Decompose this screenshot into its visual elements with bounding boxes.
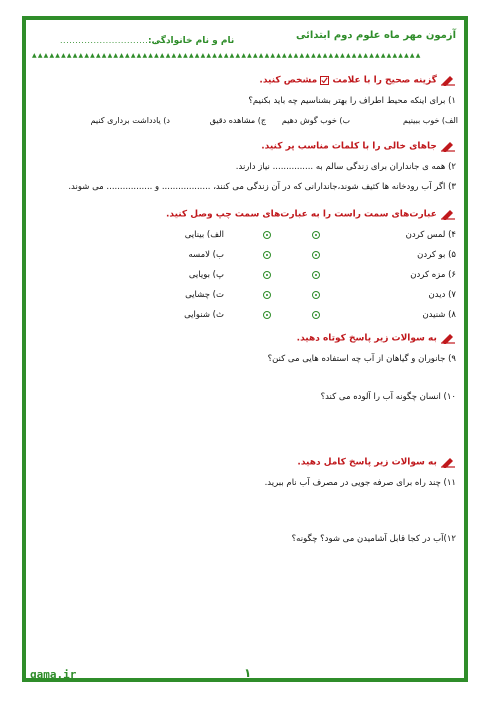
pen-icon <box>440 74 456 86</box>
section2-title <box>261 140 456 152</box>
match-dot-right[interactable] <box>312 291 320 299</box>
question-2: ۲) همه ی جانداران برای زندگی سالم به ............... نیاز دارند. <box>235 162 456 172</box>
name-blank: .................................... <box>60 36 170 45</box>
match-right-1: ۴) لمس کردن <box>405 230 456 240</box>
question-9: ۹) جانوران و گیاهان از آب چه استفاده هایی می کنن؟ <box>267 354 456 364</box>
page-number: ۱ <box>244 666 252 680</box>
question-10: ۱۰) انسان چگونه آب را آلوده می کند؟ <box>320 392 456 402</box>
match-dot-left[interactable] <box>263 231 271 239</box>
match-dot-left[interactable] <box>263 271 271 279</box>
question-3: ۳) اگر آب رودخانه ها کثیف شوند،جاندارانی که در آن زندگی می کنند، .................. و ................. می شوند. <box>68 182 456 192</box>
pen-icon <box>440 456 456 468</box>
match-left-2: ب) لامسه <box>188 250 224 260</box>
question-12: ۱۲)آب در کجا قابل آشامیدن می شود؟ چگونه؟ <box>291 534 456 544</box>
checkbox-icon <box>320 76 329 85</box>
pen-icon <box>440 208 456 220</box>
option-b: ب) خوب گوش دهیم <box>281 116 350 125</box>
option-d: د) یادداشت برداری کنیم <box>90 116 170 125</box>
pen-icon <box>440 140 456 152</box>
section2-title-text: جاهای خالی را با کلمات مناسب پر کنید. <box>261 141 437 152</box>
name-label: نام و نام خانوادگی: <box>148 36 235 46</box>
section1-title-a: گزینه صحیح را با علامت <box>332 75 437 86</box>
exam-title: آزمون مهر ماه علوم دوم ابتدائی <box>296 30 456 41</box>
section3-title <box>166 208 456 220</box>
option-c: ج) مشاهده دقیق <box>209 116 266 125</box>
pen-icon <box>440 332 456 344</box>
match-dot-left[interactable] <box>263 251 271 259</box>
match-left-3: پ) بویایی <box>188 270 224 280</box>
match-right-2: ۵) بو کردن <box>417 250 456 260</box>
footer-site: gama.ir <box>30 668 77 681</box>
match-dot-right[interactable] <box>312 251 320 259</box>
match-right-5: ۸) شنیدن <box>422 310 456 320</box>
match-dot-right[interactable] <box>312 271 320 279</box>
match-left-1: الف) بینایی <box>184 230 224 240</box>
match-dot-right[interactable] <box>312 311 320 319</box>
match-left-4: ت) چشایی <box>185 290 224 300</box>
section4-title <box>297 332 456 344</box>
match-right-4: ۷) دیدن <box>428 290 456 300</box>
triangle-divider: ▲▲▲▲▲▲▲▲▲▲▲▲▲▲▲▲▲▲▲▲▲▲▲▲▲▲▲▲▲▲▲▲▲▲▲▲▲▲▲▲▲▲▲▲▲▲▲▲▲▲▲▲▲▲▲▲▲▲▲▲▲▲▲▲▲▲▲ <box>32 52 422 59</box>
section3-title-text: عبارت‌های سمت راست را به عبارت‌های سمت چپ وصل کنید. <box>165 209 437 220</box>
match-dot-left[interactable] <box>263 291 271 299</box>
match-right-3: ۶) مزه کردن <box>410 270 456 280</box>
question-1: ۱) برای اینکه محیط اطراف را بهتر بشناسیم چه باید بکنیم؟ <box>248 96 456 106</box>
match-left-5: ث) شنوایی <box>184 310 224 320</box>
option-a: الف) خوب ببینیم <box>403 116 458 125</box>
match-dot-left[interactable] <box>263 311 271 319</box>
section1-title-b: مشخص کنید. <box>259 75 318 86</box>
question-11: ۱۱) چند راه برای صرفه جویی در مصرف آب نام ببرید. <box>264 478 456 488</box>
match-dot-right[interactable] <box>312 231 320 239</box>
section1-title <box>259 74 456 86</box>
section4-title-text: به سوالات زیر پاسخ کوتاه دهید. <box>296 333 437 344</box>
section5-title <box>297 456 456 468</box>
section5-title-text: به سوالات زیر پاسخ کامل دهید. <box>297 457 437 468</box>
